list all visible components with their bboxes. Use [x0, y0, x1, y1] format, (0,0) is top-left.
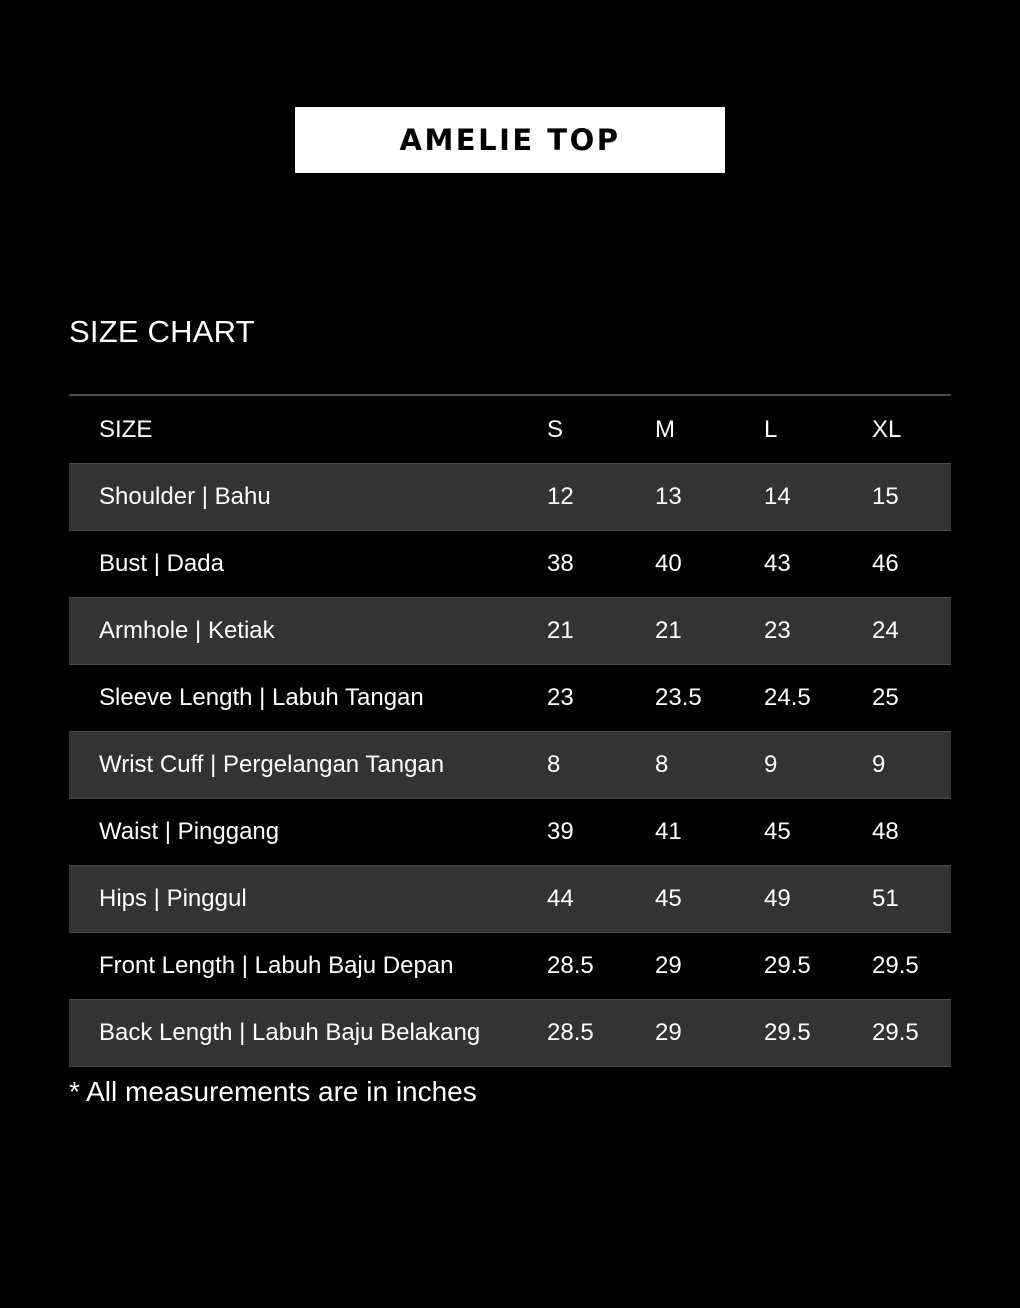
value-s: 28.5 [547, 1019, 594, 1046]
table-row [69, 1000, 951, 1067]
value-xl: 46 [872, 550, 899, 577]
value-s: 38 [547, 550, 574, 577]
table-row [69, 933, 951, 1000]
value-l: 45 [764, 818, 791, 845]
table-row [69, 665, 951, 732]
value-xl: 9 [872, 751, 886, 778]
value-xl: 51 [872, 885, 899, 912]
value-m: 8 [655, 751, 669, 778]
measurement-label: Waist | Pinggang [99, 818, 280, 845]
value-m: 13 [655, 483, 682, 510]
size-chart-heading: SIZE CHART [69, 314, 255, 349]
value-xl: 15 [872, 483, 899, 510]
header-m: M [655, 415, 675, 443]
measurement-label: Front Length | Labuh Baju Depan [99, 952, 454, 979]
value-xl: 29.5 [872, 1019, 919, 1046]
value-xl: 24 [872, 617, 899, 644]
value-l: 23 [764, 617, 791, 644]
value-l: 14 [764, 483, 791, 510]
value-s: 21 [547, 617, 574, 644]
value-l: 43 [764, 550, 791, 577]
product-title: AMELIE TOP [399, 123, 621, 157]
measurement-label: Hips | Pinggul [99, 885, 247, 912]
header-s: S [547, 415, 564, 443]
table-row [69, 464, 951, 531]
measurement-label: Armhole | Ketiak [99, 617, 275, 644]
table-row [69, 598, 951, 665]
value-m: 45 [655, 885, 682, 912]
value-m: 41 [655, 818, 682, 845]
value-l: 49 [764, 885, 791, 912]
value-l: 29.5 [764, 1019, 811, 1046]
value-s: 39 [547, 818, 574, 845]
value-m: 21 [655, 617, 682, 644]
value-l: 29.5 [764, 952, 811, 979]
table-row [69, 531, 951, 598]
header-size: SIZE [99, 415, 153, 443]
value-m: 29 [655, 1019, 682, 1046]
value-m: 40 [655, 550, 682, 577]
value-l: 9 [764, 751, 778, 778]
value-xl: 25 [872, 684, 899, 711]
value-m: 23.5 [655, 684, 702, 711]
value-s: 44 [547, 885, 574, 912]
table-row [69, 866, 951, 933]
measurement-label: Shoulder | Bahu [99, 483, 271, 510]
measurement-label: Wrist Cuff | Pergelangan Tangan [99, 751, 445, 778]
value-s: 12 [547, 483, 574, 510]
value-xl: 29.5 [872, 952, 919, 979]
value-s: 28.5 [547, 952, 594, 979]
table-row [69, 732, 951, 799]
header-xl: XL [872, 415, 902, 443]
measurement-label: Sleeve Length | Labuh Tangan [99, 684, 424, 711]
measurement-label: Back Length | Labuh Baju Belakang [99, 1019, 481, 1046]
value-s: 23 [547, 684, 574, 711]
table-header-row [69, 396, 951, 464]
header-l: L [764, 415, 778, 443]
value-xl: 48 [872, 818, 899, 845]
product-title-box [295, 107, 725, 173]
value-s: 8 [547, 751, 561, 778]
measurement-label: Bust | Dada [99, 550, 224, 577]
size-table [69, 394, 951, 1067]
value-l: 24.5 [764, 684, 811, 711]
value-m: 29 [655, 952, 682, 979]
table-row [69, 799, 951, 866]
measurement-footnote: * All measurements are in inches [69, 1076, 477, 1107]
